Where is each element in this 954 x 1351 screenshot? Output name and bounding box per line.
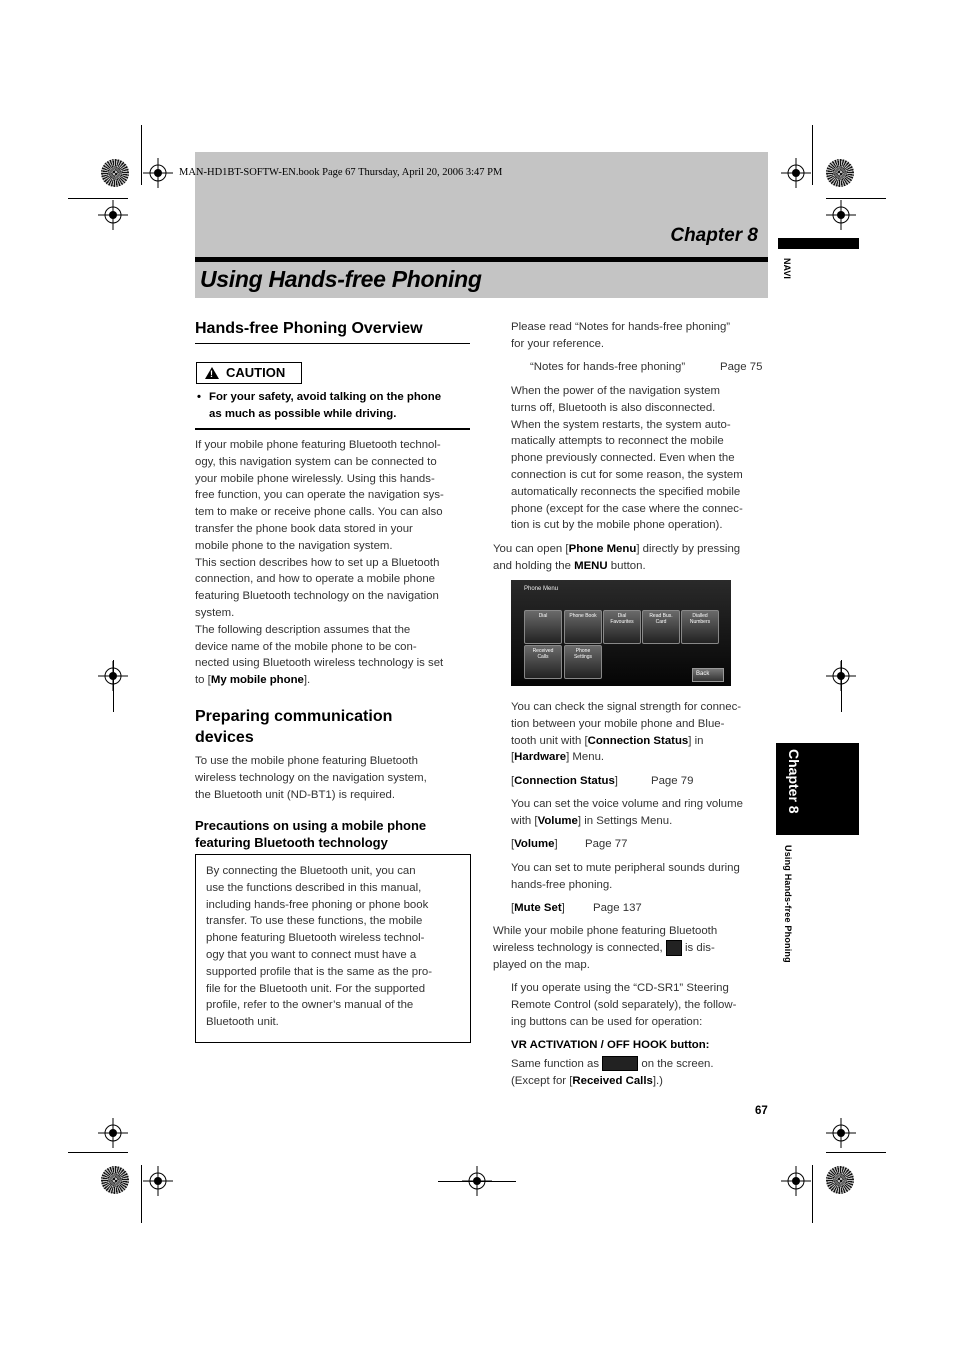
text-line: system. bbox=[195, 606, 235, 619]
bluetooth-phone-icon bbox=[666, 940, 682, 956]
connection-status-reference-page: Page 79 bbox=[651, 775, 694, 787]
crosshair-mark bbox=[826, 1118, 856, 1148]
text-line: file for the Bluetooth unit. For the supported bbox=[206, 982, 426, 995]
volume-reference: [Volume] bbox=[511, 838, 558, 850]
notes-reference: “Notes for hands-free phoning” bbox=[530, 361, 686, 373]
dialled-numbers-button: Dialled Numbers bbox=[681, 610, 719, 644]
text-line: You can set to mute peripheral sounds during bbox=[511, 862, 740, 874]
page-title: Using Hands-free Phoning bbox=[200, 266, 482, 292]
connection-status-reference: [Connection Status] bbox=[511, 775, 618, 787]
caution-text-line: For your safety, avoid talking on the phone bbox=[209, 391, 442, 403]
caution-bullet: • bbox=[197, 391, 201, 403]
page-number: 67 bbox=[755, 1105, 768, 1117]
dial-button: Dial bbox=[524, 610, 562, 644]
color-wheel-mark bbox=[826, 1166, 854, 1194]
precautions-heading: Precautions on using a mobile phone featuring Bluetooth technology bbox=[195, 818, 427, 850]
remote-paragraph bbox=[511, 980, 773, 1030]
text-line: to [My mobile phone]. bbox=[195, 674, 311, 687]
volume-reference-page: Page 77 bbox=[585, 838, 628, 850]
text-line: including hands-free phoning or phone book bbox=[206, 898, 429, 911]
open-menu-paragraph bbox=[493, 541, 773, 575]
crosshair-mark bbox=[98, 1118, 128, 1148]
mute-reference: [Mute Set] bbox=[511, 902, 565, 914]
crosshair-mark bbox=[781, 1166, 811, 1196]
text-line: hands-free phoning. bbox=[511, 878, 613, 891]
text-line: By connecting the Bluetooth unit, you can bbox=[206, 865, 416, 877]
text-line: To use the mobile phone featuring Bluetooth bbox=[195, 755, 418, 767]
chapter-tab-label: Chapter 8 bbox=[786, 749, 802, 814]
text-line: with [Volume] in Settings Menu. bbox=[511, 814, 673, 827]
text-line: While your mobile phone featuring Bluetooth bbox=[493, 925, 718, 937]
crop-line bbox=[812, 125, 813, 185]
preparing-heading: Preparing communication devices bbox=[195, 708, 393, 746]
intro-paragraph bbox=[195, 437, 475, 689]
text-line: You can check the signal strength for connec- bbox=[511, 701, 742, 713]
text-line: tem to make or receive phone calls. You can also bbox=[195, 506, 443, 519]
volume-paragraph bbox=[511, 796, 773, 830]
caution-label: CAUTION bbox=[226, 365, 286, 380]
read-bus-card-button: Read Bus. Card bbox=[642, 610, 680, 644]
text-line: ogy that you want to connect must have a bbox=[206, 948, 417, 961]
text-line: tooth unit with [Connection Status] in bbox=[511, 734, 704, 747]
text-line: your mobile phone wirelessly. Using this hands- bbox=[195, 472, 435, 485]
color-wheel-mark bbox=[101, 159, 129, 187]
crop-line bbox=[438, 1181, 516, 1182]
mute-reference-page: Page 137 bbox=[593, 902, 642, 914]
crop-line bbox=[141, 125, 142, 185]
text-line: transfer the phone book data stored in your bbox=[195, 522, 413, 535]
text-line: The following description assumes that the bbox=[195, 623, 411, 636]
phone-settings-button: Phone Settings bbox=[564, 645, 602, 679]
text-line: When the system restarts, the system auto- bbox=[511, 418, 731, 431]
text-line: ogy, this navigation system can be connected to bbox=[195, 455, 437, 468]
text-line: When the power of the navigation system bbox=[511, 385, 720, 397]
dial-favourites-button: Dial Favourites bbox=[603, 610, 641, 644]
text-line: tion between your mobile phone and Blue- bbox=[511, 717, 725, 730]
crop-line bbox=[826, 1152, 886, 1153]
crop-line bbox=[68, 198, 128, 199]
back-button: Back bbox=[692, 668, 724, 682]
notes-reference-page: Page 75 bbox=[720, 361, 763, 373]
precautions-box bbox=[195, 854, 471, 1043]
caution-rule bbox=[195, 428, 470, 430]
phone-book-button: Phone Book bbox=[564, 610, 602, 644]
text-line: wireless technology on the navigation system, bbox=[195, 771, 427, 784]
mute-paragraph bbox=[511, 860, 773, 894]
vr-heading: VR ACTIVATION / OFF HOOK button: bbox=[511, 1039, 710, 1051]
power-paragraph bbox=[511, 383, 771, 534]
text-line: You can set the voice volume and ring volume bbox=[511, 798, 743, 810]
text-line: nected using Bluetooth wireless technology is set bbox=[195, 657, 444, 670]
crosshair-mark bbox=[98, 200, 128, 230]
text-line: for your reference. bbox=[511, 337, 605, 350]
text-line: wireless technology is connected, is dis- bbox=[493, 940, 773, 957]
text-line: transfer. To use these functions, the mobile bbox=[206, 915, 423, 928]
text-line: Bluetooth unit. bbox=[206, 1016, 279, 1029]
crop-line bbox=[812, 1165, 813, 1223]
received-calls-button: Received Calls bbox=[524, 645, 562, 679]
text-line: automatically reconnects the specified mobile bbox=[511, 485, 741, 498]
text-line: played on the map. bbox=[493, 958, 590, 971]
text-line: ing buttons can be used for operation: bbox=[511, 1015, 703, 1028]
text-line: matically attempts to reconnect the mobile bbox=[511, 435, 724, 448]
text-line: device name of the mobile phone to be con- bbox=[195, 640, 417, 653]
crop-line bbox=[68, 1152, 128, 1153]
caution-text-line: as much as possible while driving. bbox=[209, 408, 397, 420]
crosshair-mark bbox=[826, 200, 856, 230]
crop-line bbox=[826, 198, 886, 199]
text-line: Please read “Notes for hands-free phoning” bbox=[511, 321, 731, 333]
text-line: featuring Bluetooth technology on the navigation bbox=[195, 590, 439, 603]
text-line: profile, refer to the owner’s manual of the bbox=[206, 999, 414, 1012]
text-line: phone previously connected. Even when the bbox=[511, 452, 735, 465]
heading-rule bbox=[195, 343, 470, 344]
phone-menu-screenshot bbox=[511, 580, 731, 686]
text-line: Remote Control (sold separately), the follow- bbox=[511, 998, 737, 1011]
book-info: MAN-HD1BT-SOFTW-EN.book Page 67 Thursday, April 20, 2006 3:47 PM bbox=[179, 167, 503, 178]
text-line: use the functions described in this manual, bbox=[206, 881, 422, 894]
text-line: If your mobile phone featuring Bluetooth technol- bbox=[195, 439, 441, 451]
text-line: turns off, Bluetooth is also disconnected. bbox=[511, 401, 716, 414]
text-line: the Bluetooth unit (ND-BT1) is required. bbox=[195, 788, 396, 801]
crosshair-mark bbox=[143, 1166, 173, 1196]
text-line: This section describes how to set up a Bluetooth bbox=[195, 556, 440, 569]
notes-paragraph bbox=[511, 319, 730, 353]
crosshair-mark bbox=[143, 158, 173, 188]
crop-line bbox=[841, 660, 842, 712]
text-line: (Except for [Received Calls].) bbox=[511, 1074, 663, 1087]
warning-icon bbox=[205, 367, 219, 379]
text-line: [Hardware] Menu. bbox=[511, 751, 605, 764]
chapter-label: Chapter 8 bbox=[670, 225, 758, 246]
chapter-tab bbox=[776, 743, 859, 835]
text-line: free function, you can operate the navigation sys- bbox=[195, 489, 444, 502]
caution-box bbox=[196, 362, 302, 384]
connected-paragraph bbox=[493, 923, 773, 973]
navi-tab-bar bbox=[778, 238, 859, 249]
section-side-label: Using Hands-free Phoning bbox=[783, 845, 793, 963]
text-line: and holding the MENU button. bbox=[493, 559, 646, 572]
crop-line bbox=[141, 1165, 142, 1223]
crosshair-mark bbox=[781, 158, 811, 188]
text-line: phone (except for the case where the connec- bbox=[511, 502, 743, 515]
text-line: supported profile that is the same as the pro- bbox=[206, 965, 433, 978]
header-rule bbox=[195, 257, 768, 262]
color-wheel-mark bbox=[101, 1166, 129, 1194]
text-line: connection is cut for some reason, the system bbox=[511, 468, 743, 481]
crop-line bbox=[113, 660, 114, 712]
screen-title: Phone Menu bbox=[524, 586, 559, 592]
color-wheel-mark bbox=[826, 159, 854, 187]
text-line: phone featuring Bluetooth wireless technol- bbox=[206, 932, 425, 945]
text-line: Same function as on the screen. bbox=[511, 1058, 714, 1070]
text-line: mobile phone to the navigation system. bbox=[195, 539, 393, 552]
text-line: You can open [Phone Menu] directly by pressing bbox=[493, 543, 741, 555]
overview-heading: Hands-free Phoning Overview bbox=[195, 320, 423, 337]
text-line: If you operate using the “CD-SR1” Steering bbox=[511, 982, 729, 994]
preparing-paragraph bbox=[195, 753, 475, 803]
off-hook-icon bbox=[602, 1056, 638, 1071]
same-function-paragraph bbox=[511, 1056, 773, 1090]
signal-paragraph bbox=[511, 699, 773, 766]
text-line: tion is cut by the mobile phone operation). bbox=[511, 519, 723, 532]
precautions-box-text bbox=[206, 863, 468, 1031]
text-line: connection, and how to operate a mobile phone bbox=[195, 573, 436, 586]
navi-label: NAVI bbox=[782, 258, 792, 279]
